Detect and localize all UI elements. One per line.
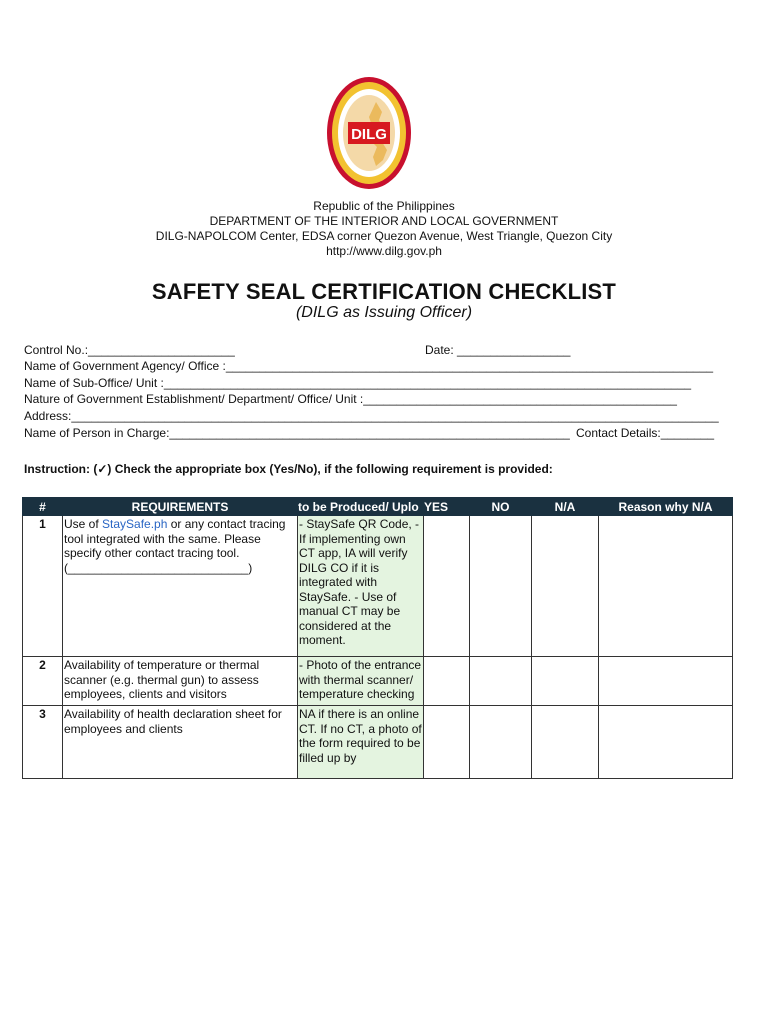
svg-text:DILG: DILG: [351, 126, 387, 143]
reason-cell[interactable]: [599, 706, 733, 779]
row-number: 2: [23, 657, 63, 706]
staysafe-link[interactable]: StaySafe.ph: [102, 517, 168, 531]
reason-cell[interactable]: [599, 657, 733, 706]
na-checkbox-cell[interactable]: [532, 516, 599, 657]
mov-cell: [298, 657, 424, 706]
mov-cell: - StaySafe QR Code, - If implementing own CT app, IA will verify DILG CO if it is integrated with StaySafe. - Use of manual CT may be considered at the moment.: [298, 516, 424, 657]
col-reason: Reason why N/A: [599, 498, 733, 516]
yes-checkbox-cell[interactable]: [424, 516, 470, 657]
col-yes: YES: [424, 498, 470, 516]
row-number: 3: [23, 706, 63, 779]
no-checkbox-cell[interactable]: [470, 706, 532, 779]
header-republic: Republic of the Philippines: [313, 199, 455, 213]
requirement-text-pre: Use of: [64, 517, 103, 531]
no-checkbox-cell[interactable]: [470, 657, 532, 706]
date-field: Date: _________________: [425, 343, 571, 357]
no-checkbox-cell[interactable]: [470, 516, 532, 657]
reason-cell[interactable]: [599, 516, 733, 657]
requirement-cell: Availability of temperature or thermal scanner (e.g. thermal gun) to assess employees, clients and visitors: [63, 657, 298, 706]
col-no: NO: [470, 498, 532, 516]
yes-checkbox-cell[interactable]: [424, 657, 470, 706]
person-in-charge-field: Name of Person in Charge:____________________________________________________________: [24, 426, 570, 440]
mov-text: - Photo of the entrance with thermal scanner/ temperature checking: [299, 658, 422, 701]
na-checkbox-cell[interactable]: [532, 657, 599, 706]
col-requirements: REQUIREMENTS: [63, 498, 298, 516]
requirement-cell: Availability of health declaration sheet for employees and clients: [63, 706, 298, 779]
document-title: SAFETY SEAL CERTIFICATION CHECKLIST: [151, 279, 617, 304]
agency-field: Name of Government Agency/ Office :_________________________________________________________________________: [24, 359, 714, 373]
table-row: [23, 657, 733, 706]
nature-field: Nature of Government Establishment/ Department/ Office/ Unit :_______________________________________________: [24, 392, 677, 406]
col-mov: to be Produced/ Uplo: [298, 498, 424, 516]
requirement-text-post: or any contact tracing tool integrated with the same. Please specify other contact tracing tool. (___________________________): [64, 517, 286, 575]
sub-office-field: Name of Sub-Office/ Unit :_______________________________________________________________________________: [24, 376, 692, 390]
table-row: [23, 706, 733, 779]
table-row: [23, 516, 733, 657]
mov-text: NA if there is an online CT. If no CT, a photo of the form required to be filled up by: [299, 707, 422, 765]
requirement-cell: [63, 516, 298, 657]
table-header-row: [23, 498, 733, 516]
mov-cell: [298, 706, 424, 779]
row-number: 1: [23, 516, 63, 657]
checklist-table: [22, 497, 733, 779]
control-no-field: Control No.:______________________: [24, 343, 235, 357]
yes-checkbox-cell[interactable]: [424, 706, 470, 779]
dilg-seal-logo: [326, 76, 412, 190]
header-website: http://www.dilg.gov.ph: [326, 244, 442, 258]
instruction-text: Instruction: (✓) Check the appropriate box (Yes/No), if the following requirement is provided:: [24, 462, 553, 476]
na-checkbox-cell[interactable]: [532, 706, 599, 779]
header-department: DEPARTMENT OF THE INTERIOR AND LOCAL GOVERNMENT: [209, 214, 559, 228]
col-number: #: [23, 498, 63, 516]
address-field: Address:_________________________________________________________________________________________________: [24, 409, 719, 423]
header-address: DILG-NAPOLCOM Center, EDSA corner Quezon Avenue, West Triangle, Quezon City: [155, 229, 613, 243]
document-subtitle: (DILG as Issuing Officer): [295, 304, 473, 321]
col-na: N/A: [532, 498, 599, 516]
contact-details-field: Contact Details:________: [576, 426, 715, 440]
